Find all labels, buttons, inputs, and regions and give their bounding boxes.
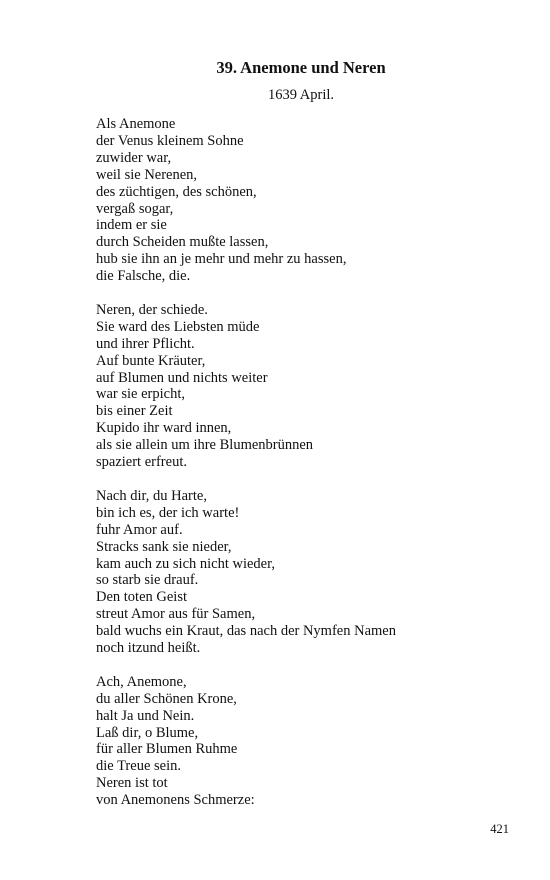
stanza xyxy=(96,488,516,657)
poem-line: Stracks sank sie nieder, xyxy=(96,538,232,555)
poem-line: zuwider war, xyxy=(96,149,172,166)
poem-line: auf Blumen und nichts weiter xyxy=(96,369,268,386)
poem-line: der Venus kleinem Sohne xyxy=(96,132,244,149)
poem-line: hub sie ihn an je mehr und mehr zu hassen, xyxy=(96,251,347,268)
poem-line: Sie ward des Liebsten müde xyxy=(96,318,260,335)
poem-line: bin ich es, der ich warte! xyxy=(96,504,240,521)
poem-line: die Falsche, die. xyxy=(96,268,191,285)
poem-line: und ihrer Pflicht. xyxy=(96,335,195,352)
poem-line: noch itzund heißt. xyxy=(96,640,201,657)
poem-line: streut Amor aus für Samen, xyxy=(96,606,256,623)
poem-line: bis einer Zeit xyxy=(96,403,173,420)
poem-body xyxy=(96,116,516,826)
poem-line: so starb sie drauf. xyxy=(96,572,199,589)
poem-line: Nach dir, du Harte, xyxy=(96,487,207,504)
poem-line: bald wuchs ein Kraut, das nach der Nymfen Namen xyxy=(96,623,396,640)
page-number: 421 xyxy=(490,822,509,836)
poem-line: spaziert erfreut. xyxy=(96,454,187,471)
poem-line: des züchtigen, des schönen, xyxy=(96,183,257,200)
poem-line: weil sie Nerenen, xyxy=(96,166,198,183)
poem-line: vergaß sogar, xyxy=(96,200,174,217)
poem-line: fuhr Amor auf. xyxy=(96,521,183,538)
stanza xyxy=(96,302,516,471)
stanza xyxy=(96,116,516,285)
stanza xyxy=(96,674,516,809)
poem-line: Den toten Geist xyxy=(96,589,188,606)
poem-line: Auf bunte Kräuter, xyxy=(96,352,206,369)
poem-line: war sie erpicht, xyxy=(96,386,185,403)
poem-line: als sie allein um ihre Blumenbrünnen xyxy=(96,437,314,454)
poem-line: Neren, der schiede. xyxy=(96,301,208,318)
poem-line: Laß dir, o Blume, xyxy=(96,724,199,741)
poem-date: 1639 April. xyxy=(267,87,335,103)
poem-line: indem er sie xyxy=(96,217,167,234)
poem-line: Kupido ihr ward innen, xyxy=(96,420,232,437)
poem-line: durch Scheiden mußte lassen, xyxy=(96,234,269,251)
poem-line: die Treue sein. xyxy=(96,758,181,775)
poem-line: von Anemonens Schmerze: xyxy=(96,792,255,809)
poem-line: kam auch zu sich nicht wieder, xyxy=(96,555,275,572)
poem-line: halt Ja und Nein. xyxy=(96,707,195,724)
poem-line: Ach, Anemone, xyxy=(96,673,187,690)
poem-line: Als Anemone xyxy=(96,116,176,132)
poem-line: du aller Schönen Krone, xyxy=(96,690,237,707)
poem-line: für aller Blumen Ruhme xyxy=(96,741,238,758)
poem-title: 39. Anemone und Neren xyxy=(216,58,386,77)
poem-line: Neren ist tot xyxy=(96,775,168,792)
